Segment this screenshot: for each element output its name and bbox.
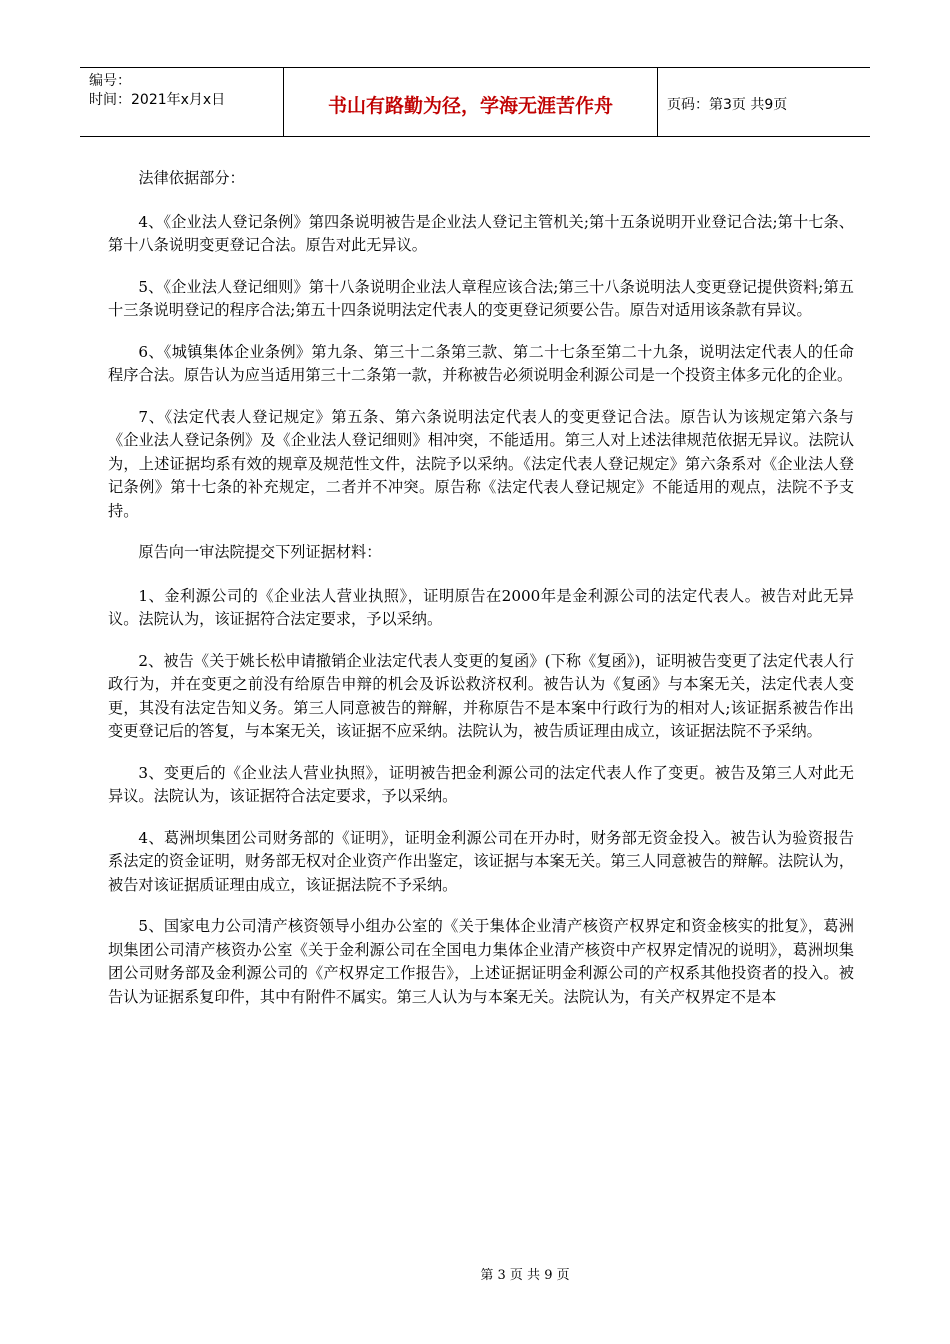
page-footer: 第 3 页 共 9 页 <box>480 1268 570 1283</box>
paragraph: 6、《城镇集体企业条例》第九条、第三十二条第三款、第二十七条至第二十九条，说明法定代表人的任命程序合法。原告认为应当适用第三十二条第一款，并称被告必须说明金利源公司是一个投资主体多元化的企业。 <box>108 342 854 384</box>
paragraph: 3、变更后的《企业法人营业执照》，证明被告把金利源公司的法定代表人作了变更。被告及第三人对此无异议。法院认为，该证据符合法定要求，予以采纳。 <box>108 763 854 805</box>
paragraph: 2、被告《关于姚长松申请撤销企业法定代表人变更的复函》(下称《复函》)，证明被告变更了法定代表人行政行为，并在变更之前没有给原告申辩的机会及诉讼救济权利。被告认为《复函》与本案无关，法定代表人变更，其没有法定告知义务。第三人同意被告的辩解，并称原告不是本案中行政行为的相对人;该证据系被告作出变更登记后的答复，与本案无关，该证据不应采纳。法院认为，被告质证理由成立，该证据法院不予采纳。 <box>108 651 854 740</box>
section-heading: 法律依据部分： <box>138 169 245 187</box>
document-body <box>108 167 854 1027</box>
paragraph: 5、国家电力公司清产核资领导小组办公室的《关于集体企业清产核资产权界定和资金核实的批复》，葛洲坝集团公司清产核资办公室《关于金利源公司在全国电力集体企业清产核资中产权界定情况的说明》，葛洲坝集团公司财务部及金利源公司的《产权界定工作报告》，上述证据证明金利源公司的产权系其他投资者的投入。被告认为证据系复印件，其中有附件不属实。第三人认为与本案无关。法院认为，有关产权界定不是本 <box>108 917 854 1006</box>
paragraph: 4、葛洲坝集团公司财务部的《证明》，证明金利源公司在开办时，财务部无资金投入。被告认为验资报告系法定的资金证明，财务部无权对企业资产作出鉴定，该证据与本案无关。第三人同意被告的辩解。法院认为，被告对该证据质证理由成立，该证据法院不予采纳。 <box>108 828 854 894</box>
paragraph: 7、《法定代表人登记规定》第五条、第六条说明法定代表人的变更登记合法。原告认为该规定第六条与《企业法人登记条例》及《企业法人登记细则》相冲突，不能适用。第三人对上述法律规范依据无异议。法院认为，上述证据均系有效的规章及规范性文件，法院予以采纳。《法定代表人登记规定》第六条系对《企业法人登记条例》第十七条的补充规定，二者并不冲突。原告称《法定代表人登记规定》不能适用的观点，法院不予支持。 <box>108 407 854 520</box>
paragraph: 1、金利源公司的《企业法人营业执照》，证明原告在2000年是金利源公司的法定代表人。被告对此无异议。法院认为，该证据符合法定要求，予以采纳。 <box>108 586 854 628</box>
header-time-label: 时间：2021年x月x日 <box>89 92 226 108</box>
document-header <box>80 67 870 137</box>
header-number-label: 编号： <box>89 73 131 89</box>
header-page-label: 页码：第3页 共9页 <box>667 97 788 113</box>
paragraph: 4、《企业法人登记条例》第四条说明被告是企业法人登记主管机关;第十五条说明开业登记合法;第十七条、第十八条说明变更登记合法。原告对此无异议。 <box>108 212 854 254</box>
section-heading: 原告向一审法院提交下列证据材料： <box>138 543 382 561</box>
paragraph: 5、《企业法人登记细则》第十八条说明企业法人章程应该合法;第三十八条说明法人变更登记提供资料;第五十三条说明登记的程序合法;第五十四条说明法定代表人的变更登记须要公告。原告对适用该条款有异议。 <box>108 277 854 319</box>
header-meta <box>80 68 284 136</box>
header-motto: 书山有路勤为径，学海无涯苦作舟 <box>284 68 658 136</box>
